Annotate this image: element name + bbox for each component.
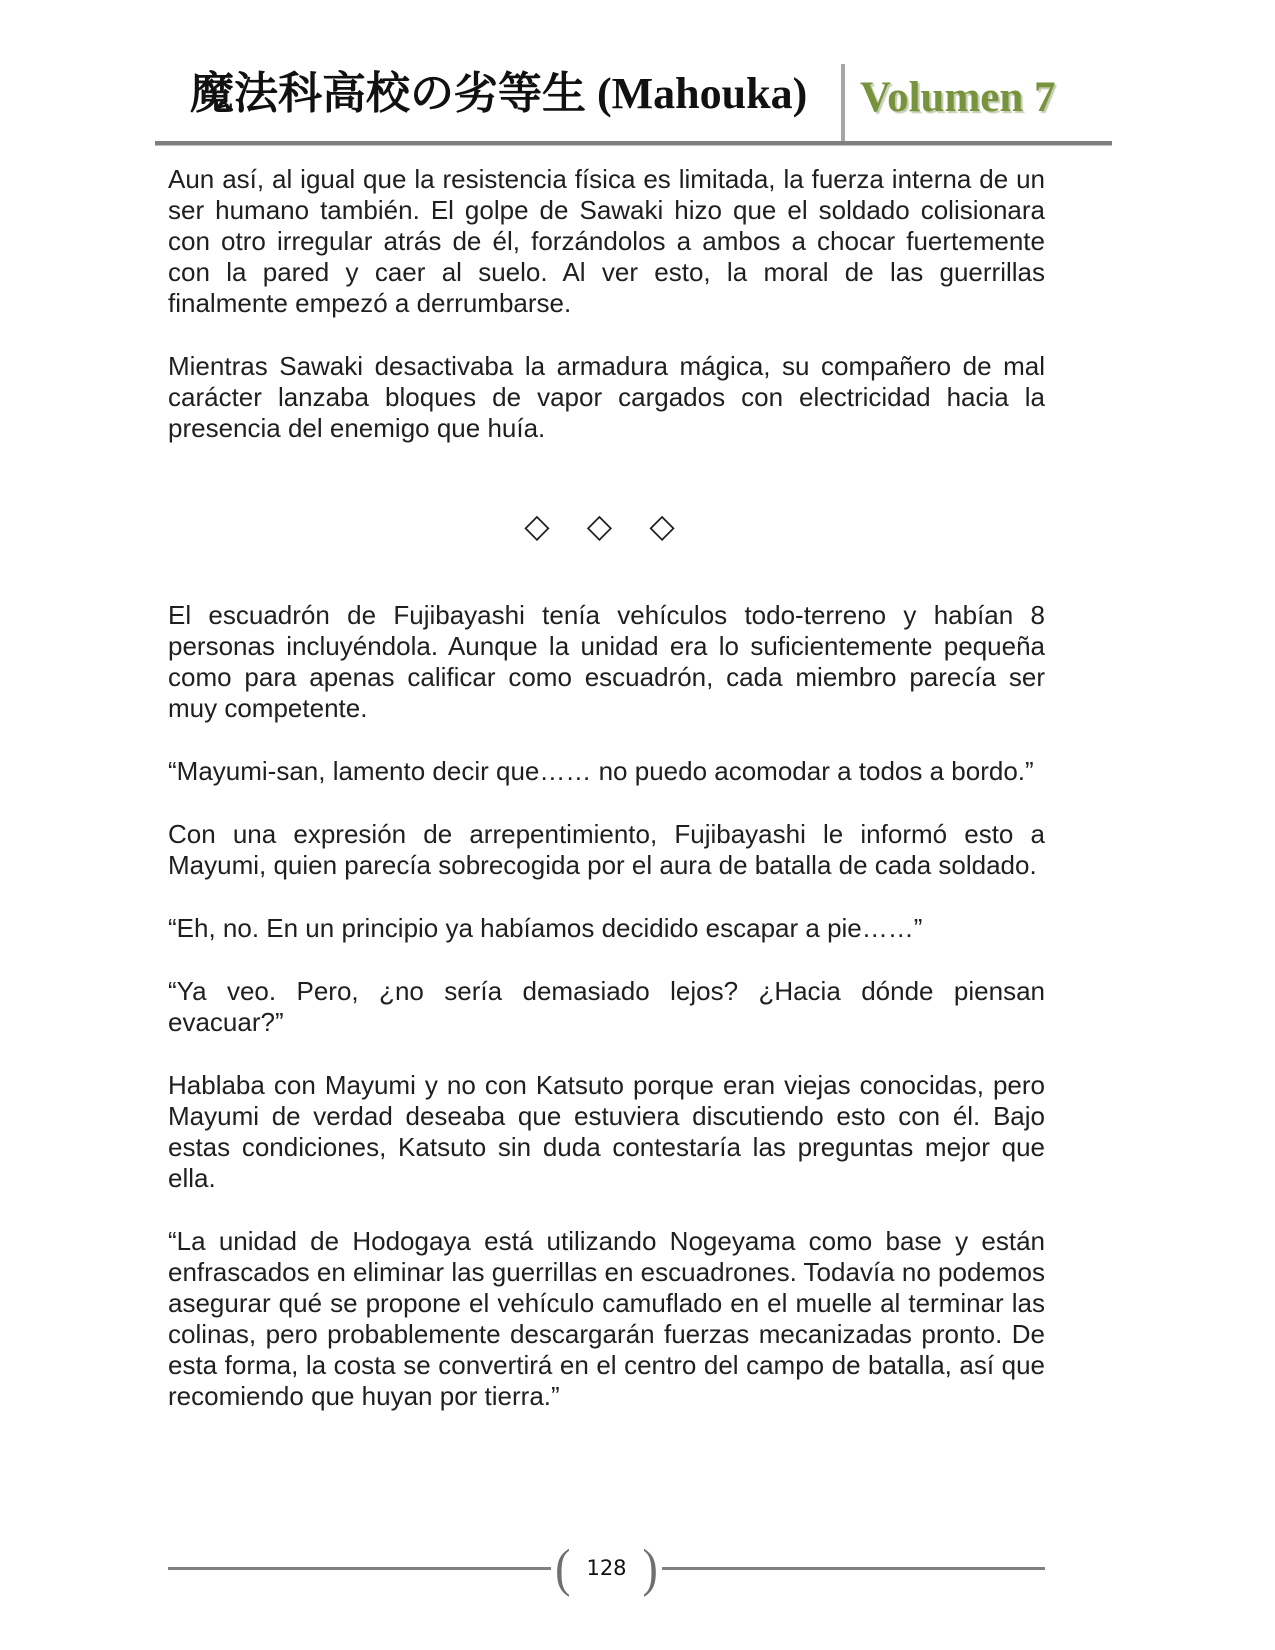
page-number-bracket-left: ( <box>555 1538 571 1597</box>
paragraph: Hablaba con Mayumi y no con Katsuto porque eran viejas conocidas, pero Mayumi de verdad deseaba que estuviera discutiendo esto con él. Bajo estas condiciones, Katsuto sin duda contestaría las preguntas mejor que ella. <box>168 1070 1045 1193</box>
paragraph-dialogue: “Eh, no. En un principio ya habíamos decidido escapar a pie……” <box>168 913 923 943</box>
page-header <box>0 0 1275 150</box>
paragraph: Aun así, al igual que la resistencia física es limitada, la fuerza interna de un ser humano también. El golpe de Sawaki hizo que el soldado colisionara con otro irregular atrás de él, forzándolos a ambos a chocar fuertemente con la pared y caer al suelo. Al ver esto, la moral de las guerrillas finalmente empezó a derrumbarse. <box>168 164 1045 318</box>
paragraph: El escuadrón de Fujibayashi tenía vehículos todo-terreno y habían 8 personas incluyéndola. Aunque la unidad era lo suficientemente pequeña como para apenas calificar como escuadrón, cada miembro parecía ser muy competente. <box>168 600 1045 723</box>
volume-label: Volumen 7 <box>860 74 1056 121</box>
paragraph: Con una expresión de arrepentimiento, Fujibayashi le informó esto a Mayumi, quien parecía sobrecogida por el aura de batalla de cada soldado. <box>168 819 1045 880</box>
page-number-bracket-right: ) <box>642 1538 658 1597</box>
page-footer <box>168 1540 1045 1596</box>
footer-rule-right <box>662 1567 1045 1570</box>
paragraph-dialogue: “La unidad de Hodogaya está utilizando Nogeyama como base y están enfrascados en eliminar las guerrillas en escuadrones. Todavía no podemos asegurar qué se propone el vehículo camuflado en el muelle al terminar las colinas, pero probablemente descargarán fuerzas mecanizadas pronto. De esta forma, la costa se convertirá en el centro del campo de batalla, así que recomiendo que huyan por tierra.” <box>168 1226 1045 1411</box>
header-vertical-divider <box>841 64 845 145</box>
header-horizontal-rule <box>155 141 1112 146</box>
book-title: 魔法科高校の劣等生 (Mahouka) <box>190 69 808 118</box>
scene-break-separator: ◇ ◇ ◇ <box>524 507 689 544</box>
page-number: 128 <box>586 1556 627 1580</box>
paragraph-dialogue: “Ya veo. Pero, ¿no sería demasiado lejos? ¿Hacia dónde piensan evacuar?” <box>168 976 1045 1037</box>
page-body-text <box>168 164 1045 1444</box>
paragraph: Mientras Sawaki desactivaba la armadura mágica, su compañero de mal carácter lanzaba bloques de vapor cargados con electricidad hacia la presencia del enemigo que huía. <box>168 351 1045 443</box>
footer-rule-left <box>168 1567 551 1570</box>
paragraph-dialogue: “Mayumi-san, lamento decir que…… no puedo acomodar a todos a bordo.” <box>168 756 1034 786</box>
